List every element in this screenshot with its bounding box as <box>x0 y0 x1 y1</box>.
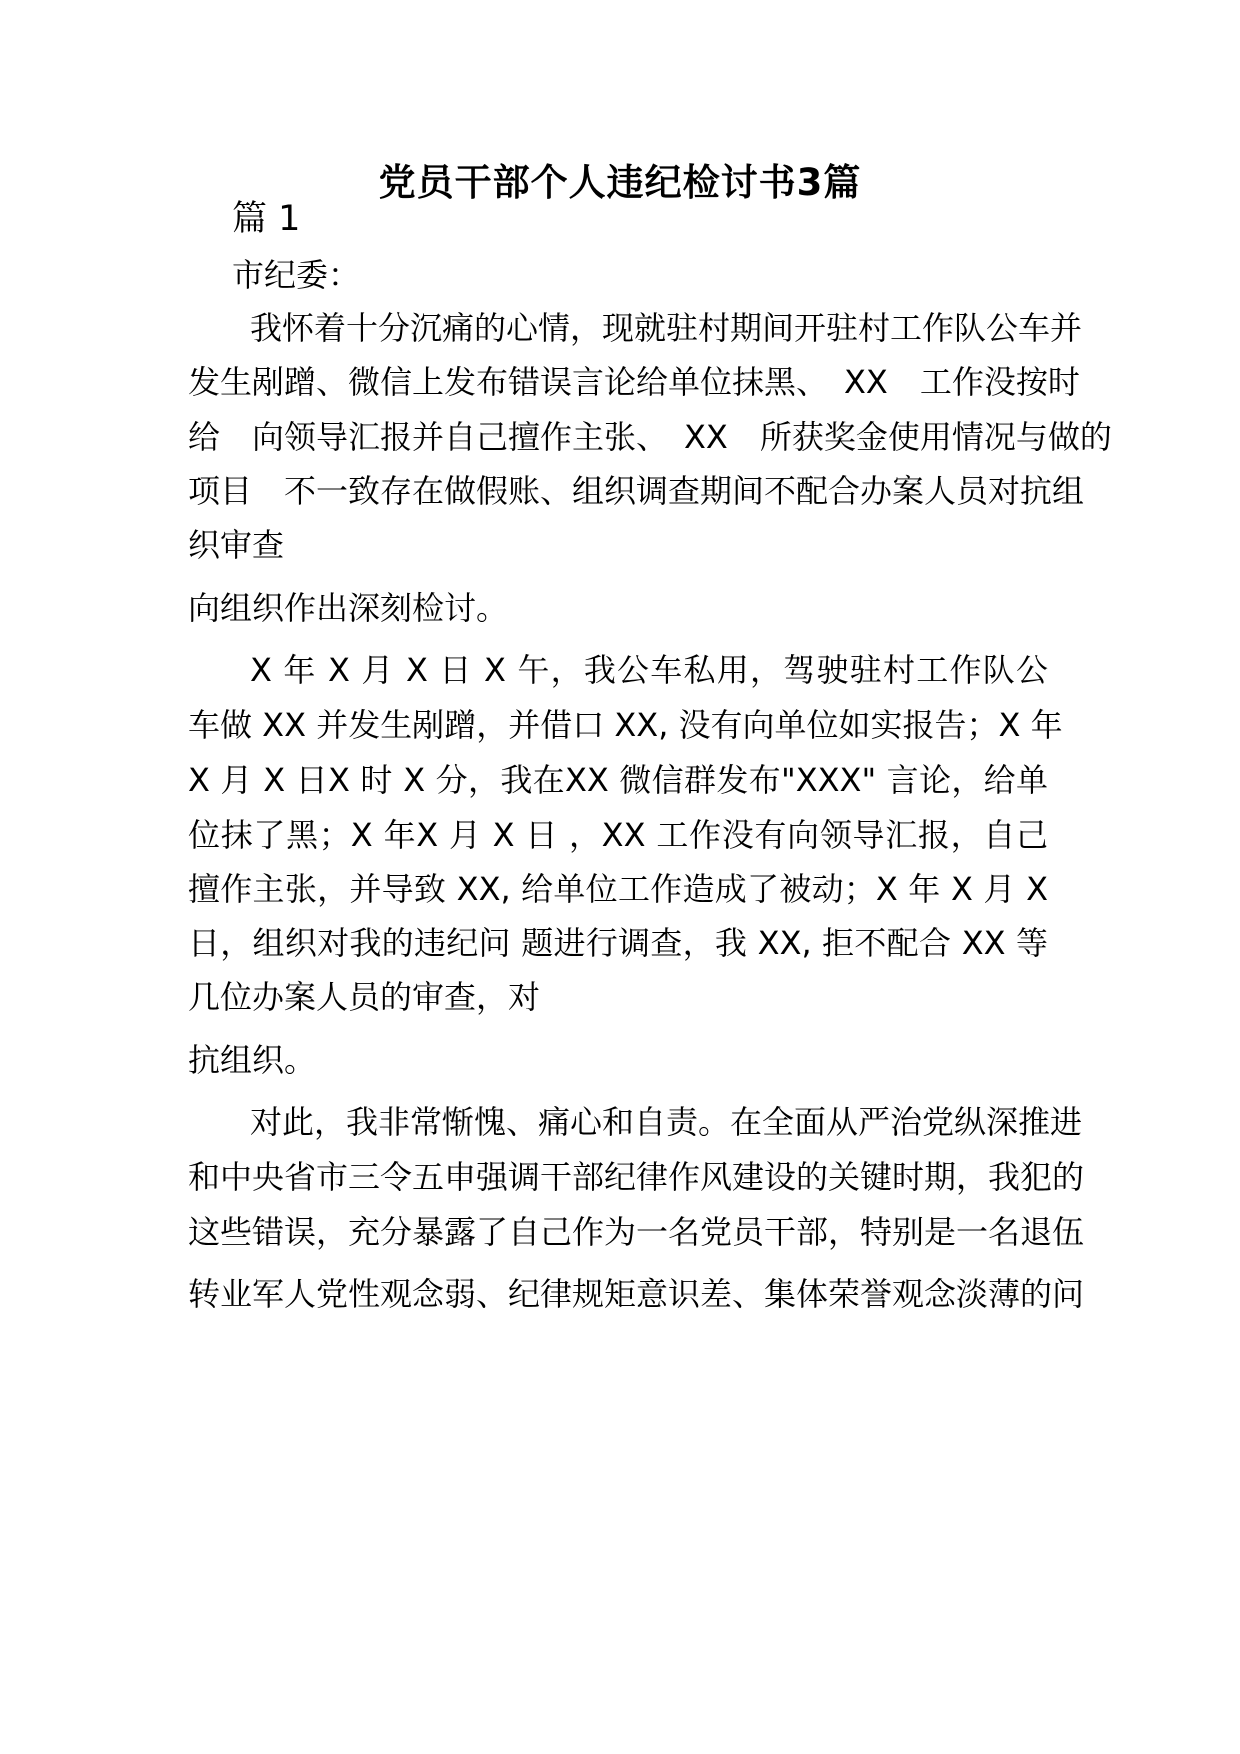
paragraph-line: 位抹了黑；X 年X 月 X 日 ，XX 工作没有向领导汇报，自己 <box>188 816 1048 854</box>
salutation: 市纪委： <box>232 256 361 294</box>
paragraph-line: 织审查 <box>188 526 285 564</box>
paragraph-line: 几位办案人员的审查，对 <box>188 978 541 1016</box>
paragraph-line: 给 向领导汇报并自己擅作主张、 XX 所获奖金使用情况与做的 <box>188 418 1112 456</box>
paragraph-line: 发生剐蹭、微信上发布错误言论给单位抹黑、 XX 工作没按时 <box>188 363 1080 401</box>
paragraph-line: 这些错误，充分暴露了自己作为一名党员干部，特别是一名退伍 <box>188 1213 1085 1251</box>
paragraph-line: X 月 X 日X 时 X 分，我在XX 微信群发布"XXX" 言论，给单 <box>188 761 1048 799</box>
paragraph-line: 和中央省市三令五申强调干部纪律作风建设的关键时期，我犯的 <box>188 1158 1085 1196</box>
paragraph-line: 对此，我非常惭愧、痛心和自责。在全面从严治党纵深推进 <box>250 1103 1083 1141</box>
paragraph-line: 项目 不一致存在做假账、组织调查期间不配合办案人员对抗组 <box>188 472 1085 510</box>
paragraph-line: 向组织作出深刻检讨。 <box>188 589 509 627</box>
paragraph-line: 日，组织对我的违纪问 题进行调查，我 XX, 拒不配合 XX 等 <box>188 924 1048 962</box>
document-title: 党员干部个人违纪检讨书3篇 <box>378 161 862 204</box>
section-heading: 篇 1 <box>232 199 301 239</box>
paragraph-line: 转业军人党性观念弱、纪律规矩意识差、集体荣誉观念淡薄的问 <box>188 1275 1085 1313</box>
paragraph-line: 我怀着十分沉痛的心情，现就驻村期间开驻村工作队公车并 <box>250 309 1083 347</box>
paragraph-line: 车做 XX 并发生剐蹭，并借口 XX, 没有向单位如实报告；X 年 <box>188 706 1063 744</box>
paragraph-line: X 年 X 月 X 日 X 午，我公车私用，驾驶驻村工作队公 <box>250 651 1048 689</box>
paragraph-line: 抗组织。 <box>188 1041 317 1079</box>
paragraph-line: 擅作主张，并导致 XX, 给单位工作造成了被动；X 年 X 月 X <box>188 870 1048 908</box>
